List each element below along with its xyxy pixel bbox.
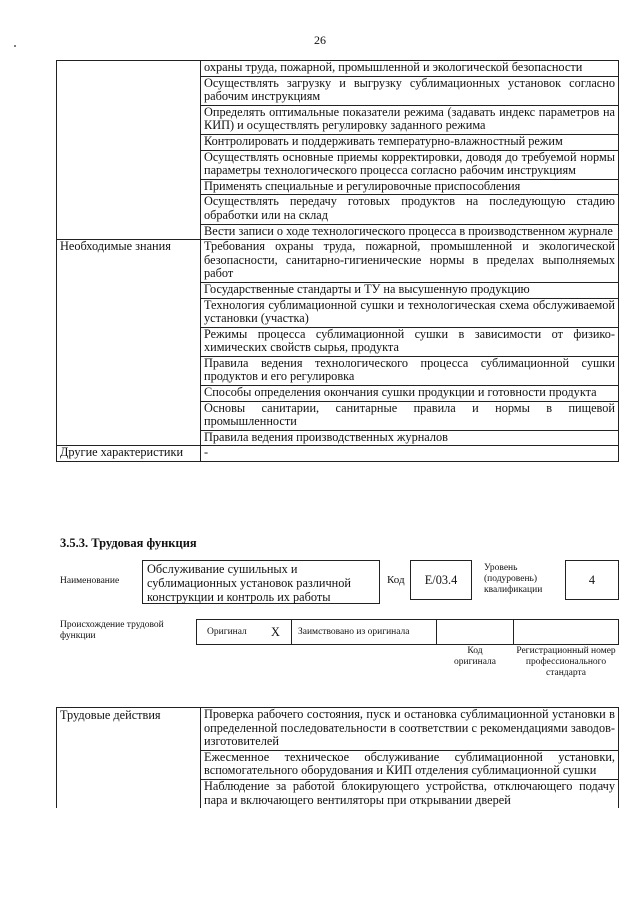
knowledge-label: Необходимые знания <box>57 240 201 446</box>
continued-label-cell <box>57 61 201 240</box>
table-cell: Вести записи о ходе технологического процесса в производственном журнале <box>201 224 619 240</box>
other-label: Другие характеристики <box>57 446 201 462</box>
name-value-box <box>142 560 380 604</box>
level-label: Уровень (подуровень) квалификации <box>484 563 543 595</box>
other-value: - <box>201 446 619 462</box>
origin-borrowed-box <box>291 619 437 645</box>
table-cell: Контролировать и поддерживать температурно-влажностный режим <box>201 134 619 150</box>
code-label: Код <box>387 574 405 586</box>
table-cell: Правила ведения производственных журналов <box>201 430 619 446</box>
code-original-box <box>436 619 514 645</box>
code-value-box <box>410 560 472 600</box>
table-cell: Правила ведения технологического процесса сублимационной сушки продуктов и его регулировка <box>201 356 619 385</box>
table-cell: Осуществлять основные приемы корректировки, доводя до требуемой нормы параметры технологического процесса согласно рабочим инструкциям <box>201 150 619 179</box>
page-number: 26 <box>314 33 326 47</box>
reg-number-caption: Регистрационный номер профессионального стандарта <box>516 646 616 678</box>
table-cell: Основы санитарии, санитарные правила и нормы в пищевой промышленности <box>201 401 619 430</box>
table-cell: Ежесменное техническое обслуживание сублимационной установки, вспомогательного оборудования и КИП отделения сублимационной сушки <box>201 750 619 779</box>
table-cell: Государственные стандарты и ТУ на высушенную продукцию <box>201 282 619 298</box>
code-value: Е/03.4 <box>424 572 458 587</box>
table-cell: Наблюдение за работой блокирующего устройства, отключающего подачу пара и включающего вентиляторы при открывании дверей <box>201 779 619 808</box>
borrowed-label: Заимствовано из оригинала <box>298 627 410 637</box>
level-value: 4 <box>588 572 596 587</box>
table-cell: Определять оптимальные показатели режима (задавать индекс параметров на КИП) и осуществлять регулировку заданного режима <box>201 105 619 134</box>
origin-original-box <box>196 619 292 645</box>
table-cell: Осуществлять загрузку и выгрузку сублимационных установок согласно рабочим инструкциям <box>201 76 619 105</box>
skills-knowledge-table <box>56 60 619 462</box>
table-cell: охраны труда, пожарной, промышленной и экологической безопасности <box>201 61 619 77</box>
origin-label: Происхождение трудовой функции <box>60 620 164 641</box>
table-cell: Требования охраны труда, пожарной, промышленной и экологической безопасности, санитарно-гигиенические нормы в пределах выполняемых работ <box>201 240 619 283</box>
name-label: Наименование <box>60 576 120 586</box>
code-original-caption: Код оригинала <box>454 646 496 667</box>
table-cell: Технология сублимационной сушки и технологическая схема обслуживаемой установки (участка) <box>201 298 619 327</box>
actions-label: Трудовые действия <box>57 708 201 809</box>
name-value: Обслуживание сушильных и сублимационных установок различной конструкции и контроль их работы <box>147 562 351 604</box>
original-label: Оригинал <box>207 627 247 637</box>
table-cell: Проверка рабочего состояния, пуск и остановка сублимационной установки в определенной последовательности в соответствии с рекомендациями заводов-изготовителей <box>201 708 619 751</box>
reg-number-box <box>513 619 619 645</box>
scan-speck <box>14 45 16 47</box>
table-cell: Осуществлять передачу готовых продуктов на последующую стадию обработки или на склад <box>201 195 619 224</box>
level-value-box <box>565 560 619 600</box>
table-cell: Режимы процесса сублимационной сушки в зависимости от физико-химических свойств сырья, продукта <box>201 327 619 356</box>
section-title: 3.5.3. Трудовая функция <box>60 536 197 550</box>
labor-actions-table <box>56 707 619 808</box>
table-cell: Способы определения окончания сушки продукции и готовности продукта <box>201 386 619 402</box>
original-mark: X <box>271 625 280 639</box>
table-cell: Применять специальные и регулировочные приспособления <box>201 179 619 195</box>
